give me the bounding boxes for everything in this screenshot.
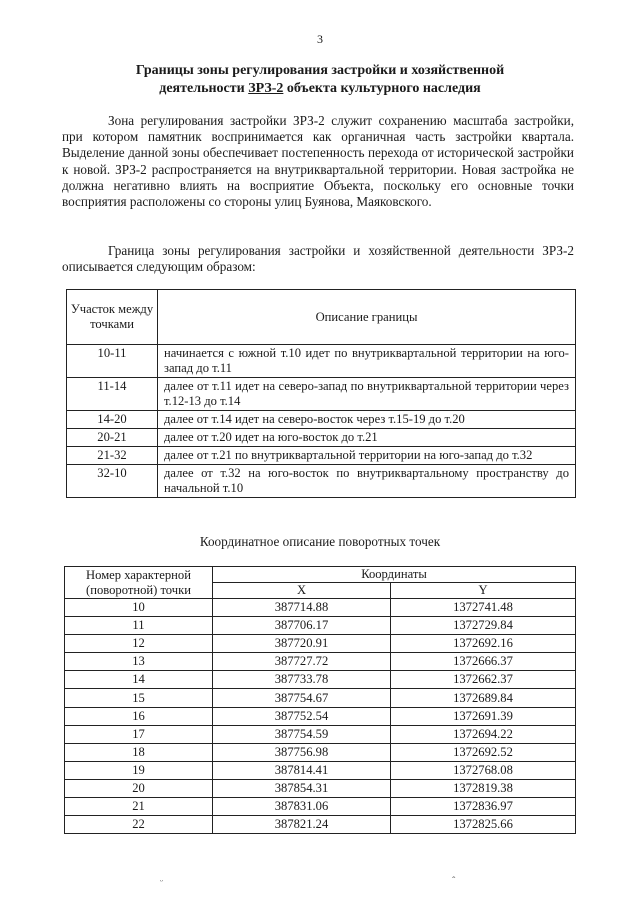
y-coordinate-cell: 1372662.37	[391, 671, 576, 689]
coordinates-table-body	[65, 599, 576, 834]
y-header: Y	[391, 583, 576, 599]
coordinate-row	[65, 617, 576, 635]
coordinate-row	[65, 798, 576, 816]
x-coordinate-cell: 387821.24	[213, 816, 391, 834]
y-coordinate-cell: 1372692.52	[391, 743, 576, 761]
y-coordinate-cell: 1372689.84	[391, 689, 576, 707]
point-number-cell: 20	[65, 779, 213, 797]
y-coordinate-cell: 1372819.38	[391, 779, 576, 797]
boundary-row	[67, 447, 576, 465]
coordinate-row	[65, 671, 576, 689]
point-number-cell: 14	[65, 671, 213, 689]
coordinate-row	[65, 689, 576, 707]
boundary-intro-paragraph: Граница зоны регулирования застройки и хозяйственной деятельности ЗРЗ-2 описывается следующим образом:	[62, 243, 574, 275]
x-coordinate-cell: 387831.06	[213, 798, 391, 816]
point-number-cell: 18	[65, 743, 213, 761]
point-number-cell: 12	[65, 635, 213, 653]
coordinate-row	[65, 761, 576, 779]
x-coordinate-cell: 387720.91	[213, 635, 391, 653]
scan-mark-right: ˆ	[452, 876, 456, 887]
zone-code: ЗРЗ-2	[248, 81, 284, 96]
description-cell: далее от т.11 идет на северо-запад по внутриквартальной территории через т.12-13 до т.14	[158, 378, 576, 411]
description-cell: начинается с южной т.10 идет по внутриквартальной территории на юго-запад до т.11	[158, 345, 576, 378]
x-coordinate-cell: 387814.41	[213, 761, 391, 779]
title-line-2-prefix: деятельности	[159, 81, 249, 96]
point-number-cell: 15	[65, 689, 213, 707]
segment-cell: 32-10	[67, 465, 158, 498]
y-coordinate-cell: 1372691.39	[391, 707, 576, 725]
y-coordinate-cell: 1372825.66	[391, 816, 576, 834]
point-number-cell: 21	[65, 798, 213, 816]
x-coordinate-cell: 387714.88	[213, 599, 391, 617]
segment-cell: 10-11	[67, 345, 158, 378]
x-header: X	[213, 583, 391, 599]
segment-cell: 14-20	[67, 411, 158, 429]
y-coordinate-cell: 1372729.84	[391, 617, 576, 635]
y-coordinate-cell: 1372666.37	[391, 653, 576, 671]
boundary-row	[67, 411, 576, 429]
title-line-2	[100, 80, 540, 98]
point-number-header: Номер характерной (поворотной) точки	[65, 567, 213, 599]
page-title	[100, 62, 540, 98]
boundary-row	[67, 378, 576, 411]
boundary-row	[67, 429, 576, 447]
title-line-1: Границы зоны регулирования застройки и хозяйственной	[135, 63, 505, 78]
description-cell: далее от т.32 на юго-восток по внутриквартальному пространству до начальной т.10	[158, 465, 576, 498]
boundary-row	[67, 345, 576, 378]
coordinate-row	[65, 743, 576, 761]
coordinate-row	[65, 816, 576, 834]
coordinates-heading: Координатное описание поворотных точек	[199, 534, 441, 549]
title-line-2-suffix: объекта культурного наследия	[283, 81, 481, 96]
segment-cell: 21-32	[67, 447, 158, 465]
x-coordinate-cell: 387756.98	[213, 743, 391, 761]
scan-mark-left: ᵕ	[160, 876, 163, 887]
point-number-cell: 10	[65, 599, 213, 617]
x-coordinate-cell: 387733.78	[213, 671, 391, 689]
coordinate-row	[65, 653, 576, 671]
coordinates-header-row	[65, 567, 576, 583]
boundary-table	[66, 289, 576, 498]
description-header: Описание границы	[158, 290, 576, 345]
point-number-cell: 13	[65, 653, 213, 671]
coordinate-row	[65, 707, 576, 725]
coordinate-row	[65, 599, 576, 617]
boundary-row	[67, 465, 576, 498]
x-coordinate-cell: 387854.31	[213, 779, 391, 797]
y-coordinate-cell: 1372741.48	[391, 599, 576, 617]
page-number: 3	[317, 32, 323, 46]
segment-cell: 20-21	[67, 429, 158, 447]
y-coordinate-cell: 1372694.22	[391, 725, 576, 743]
point-number-cell: 22	[65, 816, 213, 834]
description-cell: далее от т.21 по внутриквартальной территории на юго-запад до т.32	[158, 447, 576, 465]
description-cell: далее от т.14 идет на северо-восток через т.15-19 до т.20	[158, 411, 576, 429]
zone-description-paragraph: Зона регулирования застройки ЗРЗ-2 служит сохранению масштаба застройки, при котором памятник воспринимается как органичная часть застройки квартала. Выделение данной зоны обеспечивает постепенность перехода от исторической застройки к новой. ЗРЗ-2 распространяется на внутриквартальной территории. Новая застройка не должна негативно влиять на восприятие Объекта, поскольку его основные точки восприятия расположены со стороны улиц Буянова, Маяковского.	[62, 113, 574, 210]
coordinate-row	[65, 635, 576, 653]
point-number-cell: 16	[65, 707, 213, 725]
point-number-cell: 19	[65, 761, 213, 779]
y-coordinate-cell: 1372768.08	[391, 761, 576, 779]
x-coordinate-cell: 387752.54	[213, 707, 391, 725]
x-coordinate-cell: 387754.59	[213, 725, 391, 743]
coordinates-header: Координаты	[213, 567, 576, 583]
boundary-table-header-row	[67, 290, 576, 345]
x-coordinate-cell: 387706.17	[213, 617, 391, 635]
x-coordinate-cell: 387754.67	[213, 689, 391, 707]
coordinate-row	[65, 779, 576, 797]
y-coordinate-cell: 1372692.16	[391, 635, 576, 653]
x-coordinate-cell: 387727.72	[213, 653, 391, 671]
boundary-table-body	[67, 345, 576, 498]
point-number-cell: 17	[65, 725, 213, 743]
coordinates-table	[64, 566, 576, 834]
y-coordinate-cell: 1372836.97	[391, 798, 576, 816]
segment-cell: 11-14	[67, 378, 158, 411]
point-number-cell: 11	[65, 617, 213, 635]
segment-header: Участок между точками	[67, 290, 158, 345]
description-cell: далее от т.20 идет на юго-восток до т.21	[158, 429, 576, 447]
coordinate-row	[65, 725, 576, 743]
